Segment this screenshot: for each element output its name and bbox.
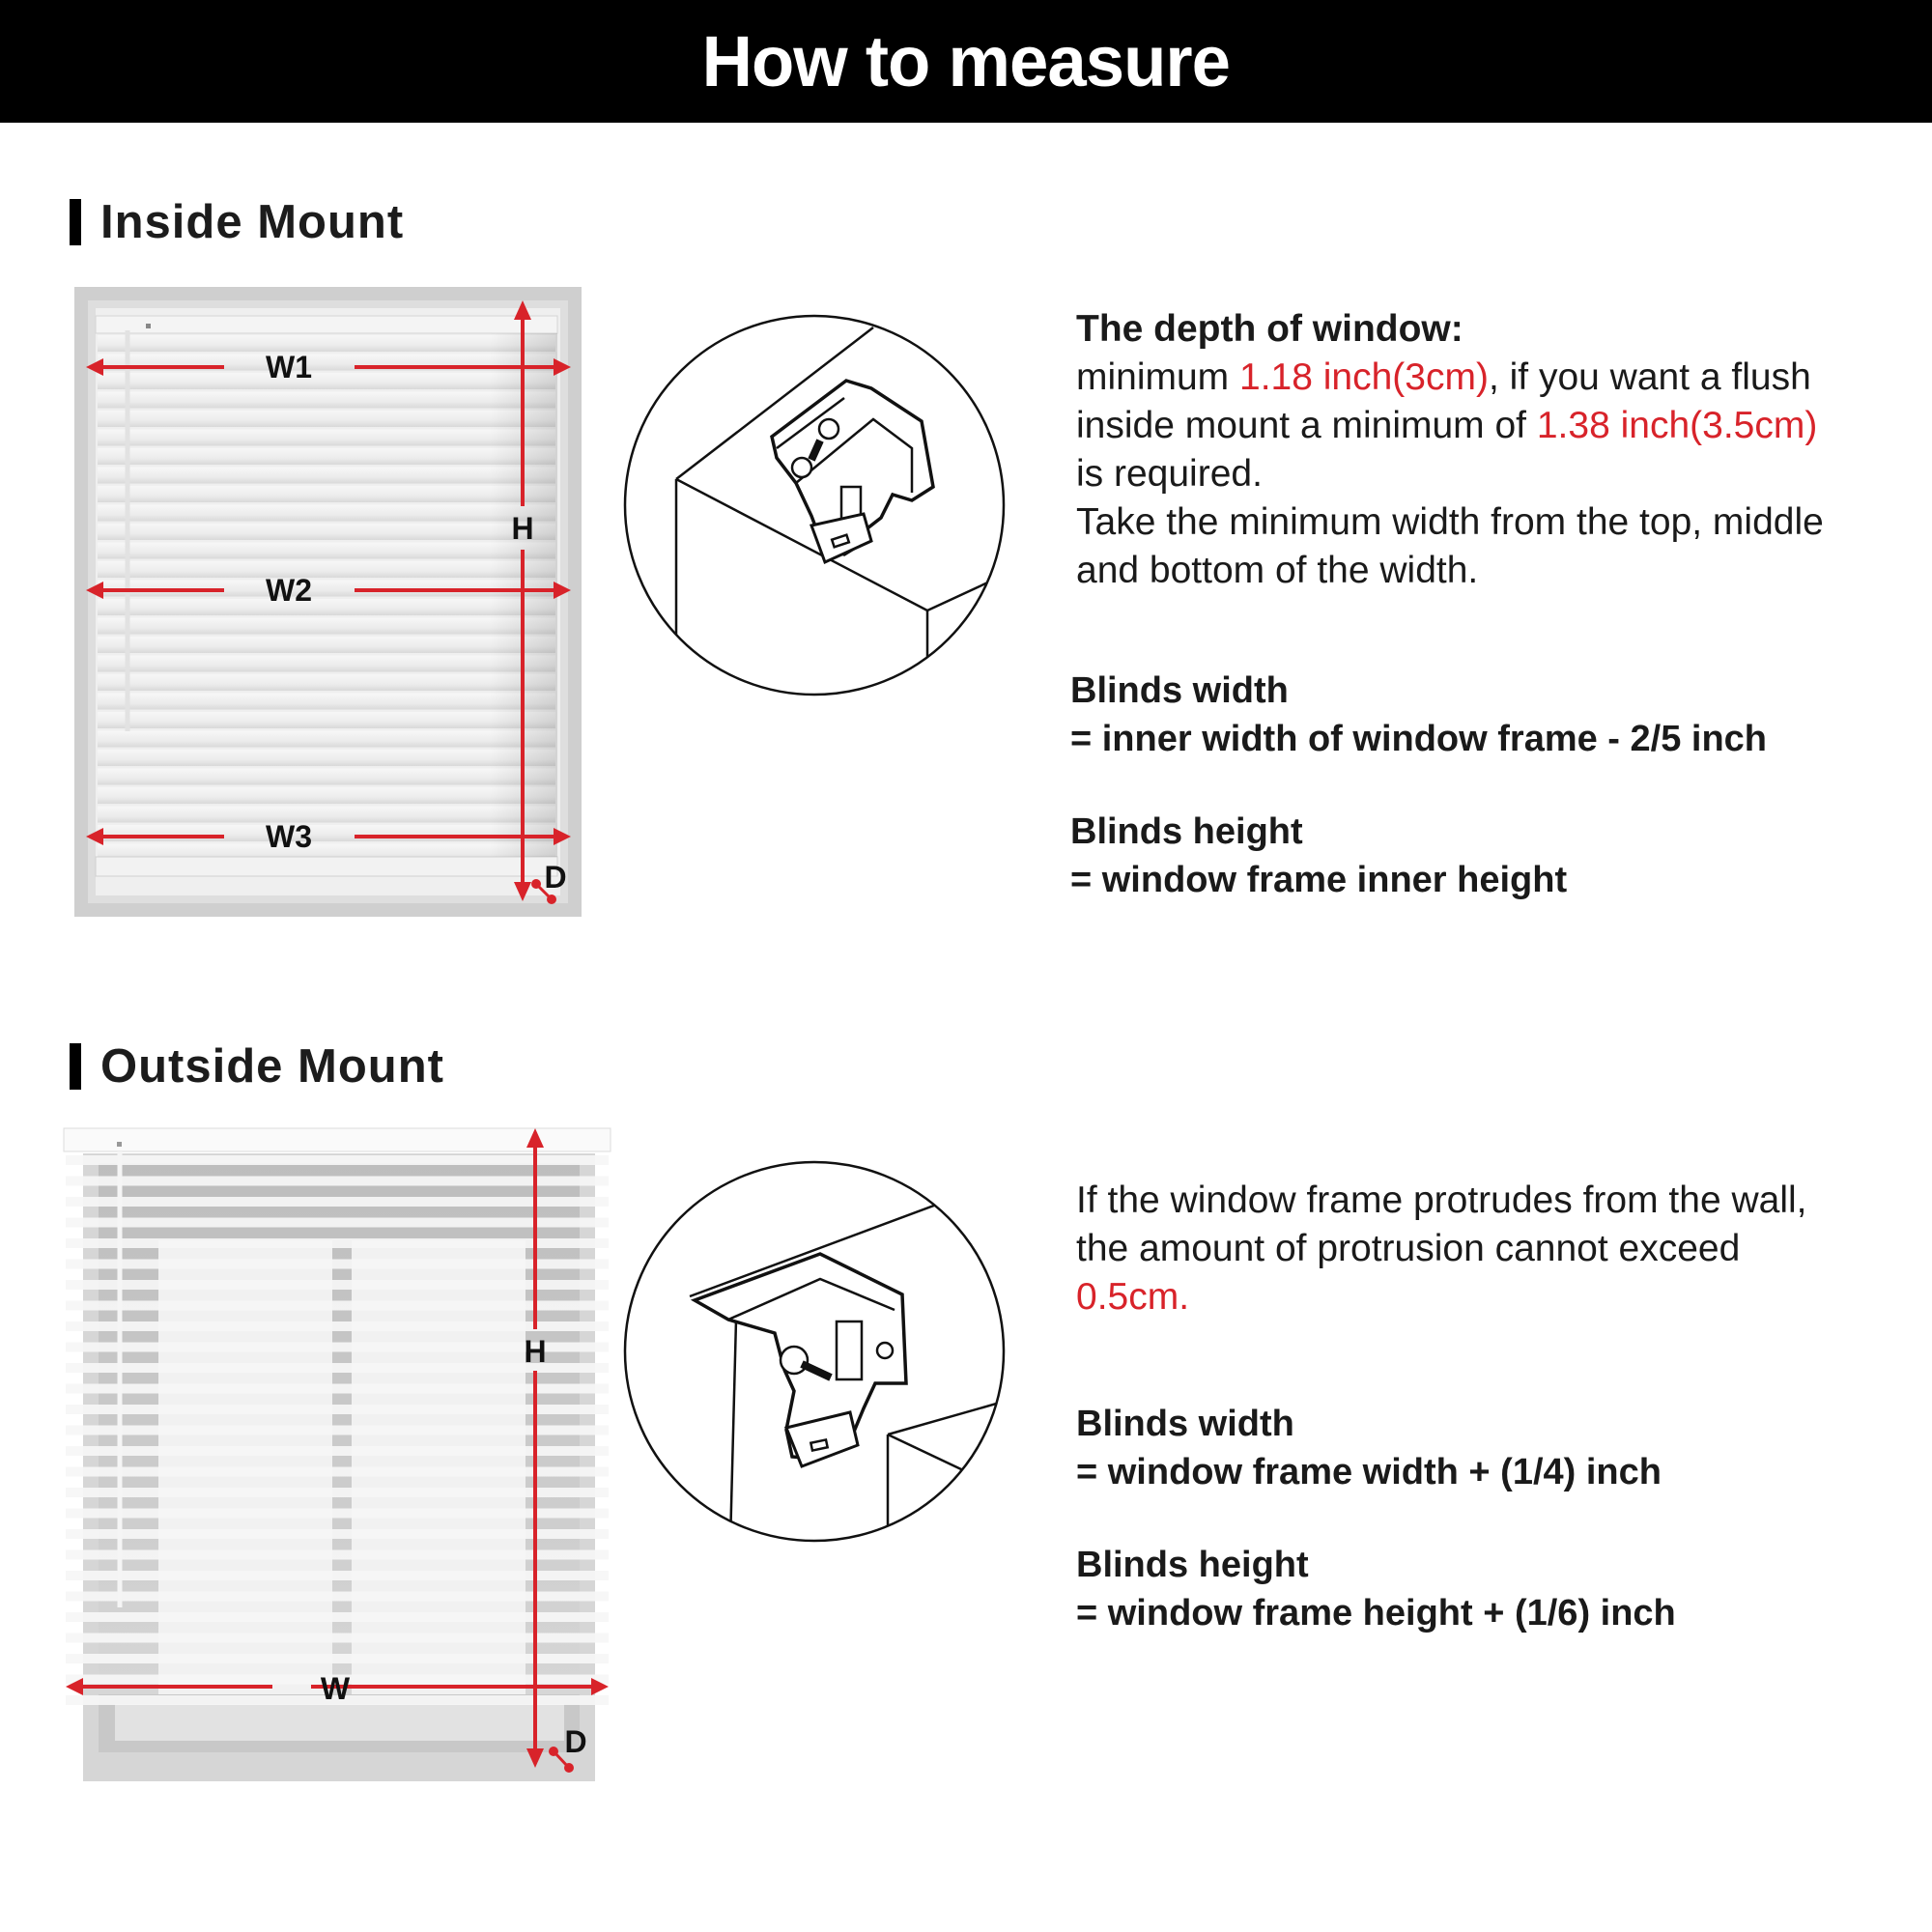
slat <box>66 1177 609 1186</box>
label-w2: W2 <box>266 573 312 608</box>
slat <box>66 1405 609 1414</box>
formula-title: Blinds height <box>1076 1545 1309 1585</box>
slat <box>66 1550 609 1560</box>
outside-mount-heading <box>70 1039 444 1094</box>
depth-flush-value: 1.38 inch(3.5cm) <box>1536 405 1818 446</box>
outside-formula-width <box>1076 1400 1907 1496</box>
formula-title: Blinds height <box>1070 811 1303 852</box>
slat <box>98 411 555 427</box>
formula-equation: = window frame width + (1/4) inch <box>1076 1452 1662 1492</box>
slat <box>98 392 555 409</box>
page-title: How to measure <box>701 21 1231 101</box>
inside-mount-window-diagram <box>74 287 582 917</box>
slat <box>98 430 555 446</box>
depth-text-2: , if you want a flush inside mount a minimum of <box>1076 356 1811 446</box>
slat <box>66 1197 609 1207</box>
slat <box>66 1634 609 1643</box>
slat <box>66 1280 609 1290</box>
formula-equation: = window frame height + (1/6) inch <box>1076 1593 1676 1634</box>
inside-formula-height <box>1070 808 1901 904</box>
slat <box>66 1260 609 1269</box>
slat <box>98 468 555 484</box>
label-w1: W1 <box>266 350 312 384</box>
slat <box>98 637 555 653</box>
slat <box>98 618 555 635</box>
slat <box>66 1467 609 1477</box>
slat <box>66 1446 609 1456</box>
label-w3: W3 <box>266 819 312 854</box>
inside-mount-bracket-illustration <box>622 313 1007 702</box>
slat <box>98 807 555 823</box>
depth-instruction: Take the minimum width from the top, middle and bottom of the width. <box>1076 501 1824 591</box>
slat <box>98 448 555 465</box>
outside-mount-bracket-illustration <box>622 1159 1007 1548</box>
protrusion-text: If the window frame protrudes from the wall, the amount of protrusion cannot exceed <box>1076 1179 1807 1269</box>
slat <box>66 1571 609 1580</box>
inside-mount-formulas <box>1070 667 1901 949</box>
outside-mount-title: Outside Mount <box>100 1040 444 1093</box>
slat <box>98 825 555 841</box>
slat <box>66 1384 609 1394</box>
label-d: D <box>564 1724 587 1759</box>
slat <box>98 656 555 672</box>
formula-title: Blinds width <box>1070 670 1289 711</box>
slat <box>66 1218 609 1228</box>
slat <box>66 1426 609 1435</box>
depth-description <box>1076 354 1849 498</box>
slat <box>66 1321 609 1331</box>
slat <box>98 561 555 578</box>
formula-equation: = inner width of window frame - 2/5 inch <box>1070 719 1768 759</box>
label-d: D <box>544 860 567 895</box>
slat <box>98 769 555 785</box>
slat <box>98 505 555 522</box>
headrail <box>96 316 557 333</box>
bracket-drawing-inside <box>676 327 1007 697</box>
bracket-drawing-outside <box>690 1179 1007 1544</box>
depth-title: The depth of window: <box>1076 308 1463 350</box>
heading-bar <box>70 1043 81 1090</box>
outside-mount-formulas <box>1076 1400 1907 1682</box>
slat <box>66 1612 609 1622</box>
depth-min-value: 1.18 inch(3cm) <box>1239 356 1489 398</box>
slat <box>98 524 555 540</box>
slat <box>98 373 555 389</box>
slat <box>98 486 555 502</box>
formula-title: Blinds width <box>1076 1404 1294 1444</box>
slat <box>66 1654 609 1663</box>
inside-formula-width <box>1070 667 1901 763</box>
slat <box>66 1592 609 1602</box>
slat <box>98 731 555 748</box>
label-h: H <box>511 511 534 546</box>
depth-text-1: minimum <box>1076 356 1240 398</box>
inside-mount-heading <box>70 195 404 249</box>
inside-mount-title: Inside Mount <box>100 196 405 248</box>
header-banner <box>0 0 1932 123</box>
label-w: W <box>320 1671 351 1706</box>
protrusion-limit-value: 0.5cm. <box>1076 1276 1190 1318</box>
slat <box>66 1509 609 1519</box>
slat <box>66 1301 609 1311</box>
slat <box>98 335 555 352</box>
slat <box>98 712 555 728</box>
headrail <box>64 1128 611 1151</box>
slat <box>66 1529 609 1539</box>
slat <box>98 674 555 691</box>
protrusion-note <box>1076 1177 1849 1321</box>
slat <box>66 1155 609 1165</box>
slat <box>98 599 555 615</box>
slat <box>98 694 555 710</box>
outside-formula-height <box>1076 1541 1907 1637</box>
heading-bar <box>70 199 81 245</box>
slat <box>66 1488 609 1497</box>
outside-mount-window-diagram <box>62 1124 612 1781</box>
slat <box>66 1238 609 1248</box>
inside-mount-depth-text <box>1076 305 1849 595</box>
formula-equation: = window frame inner height <box>1070 860 1568 900</box>
depth-text-3: is required. <box>1076 453 1263 495</box>
outside-mount-note <box>1076 1177 1849 1321</box>
bottom-rail <box>96 857 557 876</box>
slat <box>98 543 555 559</box>
slat <box>98 787 555 804</box>
label-h: H <box>524 1334 547 1369</box>
slat <box>98 750 555 766</box>
